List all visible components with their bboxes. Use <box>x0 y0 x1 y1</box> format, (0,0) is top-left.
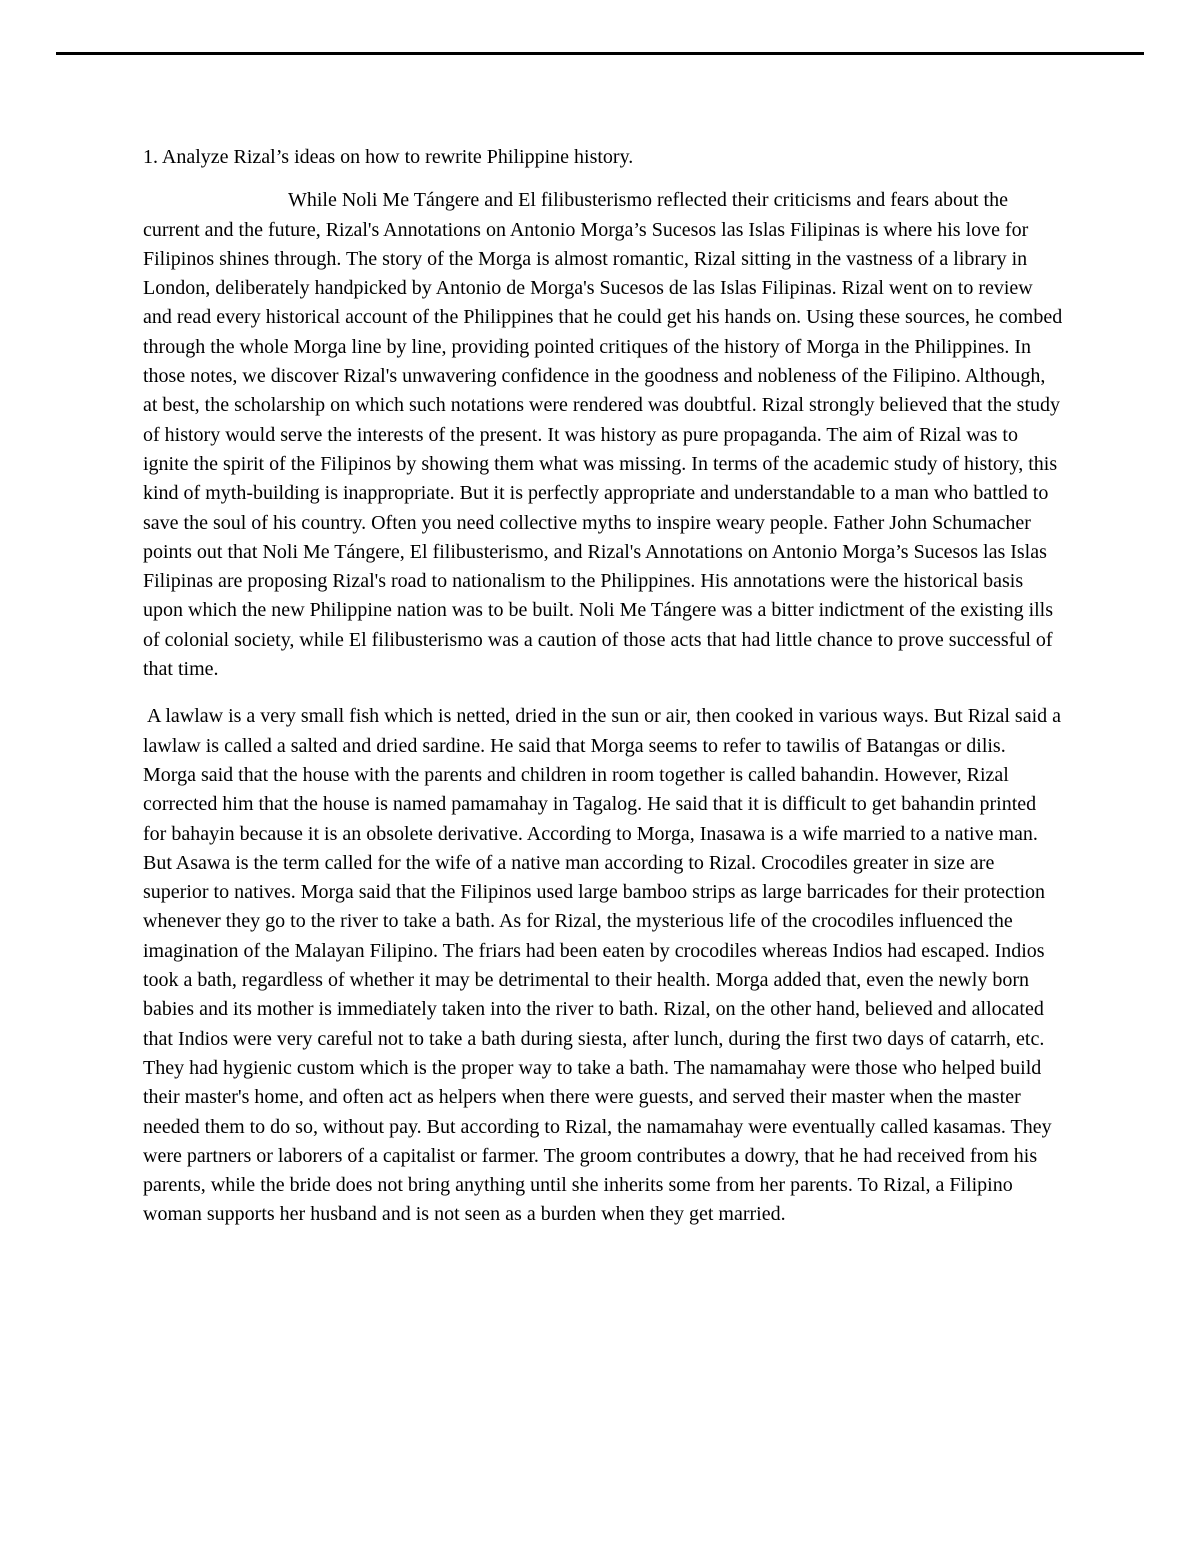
header-rule <box>56 52 1144 55</box>
paragraph-1: While Noli Me Tángere and El filibusterismo reflected their criticisms and fears about the current and the future, Rizal's Annotations on Antonio Morga’s Sucesos las Islas Filipinas is where his love for Filipinos shines through. The story of the Morga is almost romantic, Rizal sitting in the vastness of a library in London, deliberately handpicked by Antonio de Morga's Sucesos de las Islas Filipinas. Rizal went on to review and read every historical account of the Philippines that he could get his hands on. Using these sources, he combed through the whole Morga line by line, providing pointed critiques of the history of Morga in the Philippines. In those notes, we discover Rizal's unwavering confidence in the goodness and nobleness of the Filipino. Although, at best, the scholarship on which such notations were rendered was doubtful. Rizal strongly believed that the study of history would serve the interests of the present. It was history as pure propaganda. The aim of Rizal was to ignite the spirit of the Filipinos by showing them what was missing. In terms of the academic study of history, this kind of myth-building is inappropriate. But it is perfectly appropriate and understandable to a man who battled to save the soul of his country. Often you need collective myths to inspire weary people. Father John Schumacher points out that Noli Me Tángere, El filibusterismo, and Rizal's Annotations on Antonio Morga’s Sucesos las Islas Filipinas are proposing Rizal's road to nationalism to the Philippines. His annotations were the historical basis upon which the new Philippine nation was to be built. Noli Me Tángere was a bitter indictment of the existing ills of colonial society, while El filibusterismo was a caution of those acts that had little chance to prove successful of that time. <box>143 189 1063 681</box>
paragraph-2: A lawlaw is a very small fish which is netted, dried in the sun or air, then cooked in various ways. But Rizal said a lawlaw is called a salted and dried sardine. He said that Morga seems to refer to tawilis of Batangas or dilis. Morga said that the house with the parents and children in room together is called bahandin. However, Rizal corrected him that the house is named pamamahay in Tagalog. He said that it is difficult to get bahandin printed for bahayin because it is an obsolete derivative. According to Morga, Inasawa is a wife married to a native man. But Asawa is the term called for the wife of a native man according to Rizal. Crocodiles greater in size are superior to natives. Morga said that the Filipinos used large bamboo strips as large barricades for their protection whenever they go to the river to take a bath. As for Rizal, the mysterious life of the crocodiles influenced the imagination of the Malayan Filipino. The friars had been eaten by crocodiles whereas Indios had escaped. Indios took a bath, regardless of whether it may be detrimental to their health. Morga added that, even the newly born babies and its mother is immediately taken into the river to bath. Rizal, on the other hand, believed and allocated that Indios were very careful not to take a bath during siesta, after lunch, during the first two days of catarrh, etc. They had hygienic custom which is the proper way to take a bath. The namamahay were those who helped build their master's home, and often act as helpers when there were guests, and served their master when the master needed them to do so, without pay. But according to Rizal, the namamahay were eventually called kasamas. They were partners or laborers of a capitalist or farmer. The groom contributes a dowry, that he had received from his parents, while the bride does not bring anything until she inherits some from her parents. To Rizal, a Filipino woman supports her husband and is not seen as a burden when they get married. <box>143 705 1062 1226</box>
question-heading: 1. Analyze Rizal’s ideas on how to rewrite Philippine history. <box>143 146 634 168</box>
document-body <box>143 143 1063 1248</box>
